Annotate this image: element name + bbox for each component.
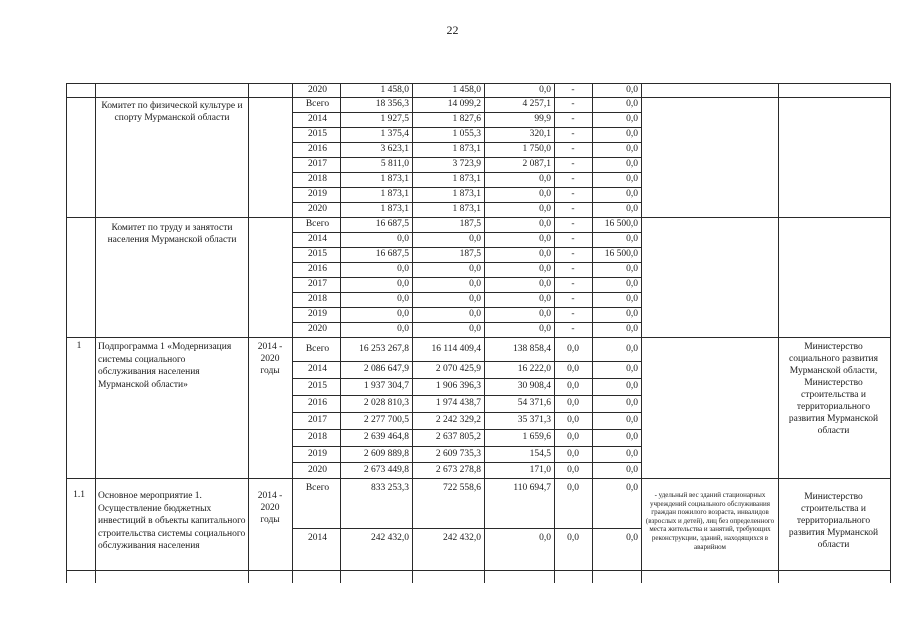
subprogram-row-v3: 171,0 [529, 465, 551, 475]
sport-row-v3: 0,0 [539, 204, 551, 214]
subprogram-row-v1: 2 277 700,5 [363, 415, 409, 425]
subprogram-row-v3: 138 858,4 [513, 344, 551, 354]
labor-row-v2: 0,0 [469, 279, 481, 289]
subprogram-row-v4: 0,0 [567, 398, 579, 408]
subprogram-row-v1: 2 673 449,8 [363, 465, 409, 475]
sport-row-v3: 99,9 [534, 114, 551, 124]
sport-row-v3: 320,1 [529, 129, 551, 139]
sport-row-v5: 0,0 [626, 189, 638, 199]
grid-vline [778, 83, 779, 583]
grid-hline [292, 142, 641, 143]
measure-indicator: - удельный вес зданий стационарных учреждений социального обслуживания граждан пожилого возраста, инвалидов (взрослых и детей), лиц без определенного места жительства и занятий, требующих реконструкции, зданий, находящихся в аварийном [645, 491, 775, 551]
sport-row-v3: 0,0 [539, 189, 551, 199]
labor-row-v2: 0,0 [469, 294, 481, 304]
measure-executor: Министерство строительства и территориального развития Мурманской области [788, 492, 879, 550]
grid-hline [292, 307, 641, 308]
grid-hline [292, 292, 641, 293]
grid-hline [292, 277, 641, 278]
top-row-v5: 0,0 [626, 85, 638, 95]
labor-row-v3: 0,0 [539, 219, 551, 229]
grid-hline [66, 478, 890, 479]
sport-row-v5: 0,0 [626, 144, 638, 154]
measure-name: Основное мероприятие 1. Осуществление бюджетных инвестиций в объекты капитального строительства системы социального обслуживания населения [98, 491, 246, 551]
labor-row-v4: - [571, 219, 575, 229]
sport-row-v3: 2 087,1 [522, 159, 551, 169]
sport-row-v4: - [571, 159, 575, 169]
subprogram-row-v4: 0,0 [567, 415, 579, 425]
subprogram-row-v2: 2 242 329,2 [435, 415, 481, 425]
sport-row-v4: - [571, 204, 575, 214]
subprogram-row-v3: 1 659,6 [522, 432, 551, 442]
grid-hline [66, 337, 890, 338]
labor-row-year: 2016 [308, 264, 327, 274]
subprogram-number: 1 [76, 341, 82, 351]
sport-row-v4: - [571, 174, 575, 184]
labor-row-v5: 16 500,0 [604, 249, 638, 259]
labor-row-v5: 0,0 [626, 309, 638, 319]
labor-row-v4: - [571, 279, 575, 289]
sport-row-v1: 1 873,1 [380, 204, 409, 214]
labor-row-year: 2014 [308, 234, 327, 244]
sport-row-v5: 0,0 [626, 99, 638, 109]
subprogram-row-v3: 16 222,0 [517, 364, 551, 374]
labor-row-v4: - [571, 324, 575, 334]
grid-hline [292, 528, 641, 529]
grid-hline [66, 83, 890, 84]
measure-row-year: 2014 [308, 533, 327, 543]
subprogram-row-v2: 2 609 735,3 [435, 449, 481, 459]
labor-row-v1: 0,0 [397, 264, 409, 274]
subprogram-row-v4: 0,0 [567, 344, 579, 354]
grid-vline [340, 83, 341, 583]
sport-row-v2: 14 099,2 [447, 99, 481, 109]
subprogram-row-v1: 1 937 304,7 [363, 381, 409, 391]
sport-row-v2: 1 873,1 [452, 144, 481, 154]
subprogram-row-v2: 1 974 438,7 [435, 398, 481, 408]
grid-vline [890, 83, 891, 583]
grid-hline [292, 247, 641, 248]
subprogram-row-v4: 0,0 [567, 465, 579, 475]
measure-row-v1: 242 432,0 [371, 533, 409, 543]
top-row-v1: 1 458,0 [380, 85, 409, 95]
labor-row-v4: - [571, 249, 575, 259]
subprogram-name: Подпрограмма 1 «Модернизация системы социального обслуживания населения Мурманской области» [98, 342, 232, 390]
subprogram-row-v1: 2 609 889,8 [363, 449, 409, 459]
measure-period: 2014 - 2020 годы [257, 491, 283, 525]
measure-number: 1.1 [73, 490, 85, 500]
subprogram-row-v2: 2 070 425,9 [435, 364, 481, 374]
subprogram-row-v1: 2 086 647,9 [363, 364, 409, 374]
grid-hline [292, 157, 641, 158]
grid-vline [412, 83, 413, 583]
grid-hline [292, 232, 641, 233]
sport-row-v1: 1 873,1 [380, 174, 409, 184]
sport-row-year: 2016 [308, 144, 327, 154]
subprogram-row-year: 2018 [308, 432, 327, 442]
labor-row-v3: 0,0 [539, 324, 551, 334]
labor-row-v2: 0,0 [469, 309, 481, 319]
subprogram-row-v5: 0,0 [626, 398, 638, 408]
labor-row-v1: 0,0 [397, 294, 409, 304]
grid-hline [66, 97, 778, 98]
sport-row-v4: - [571, 129, 575, 139]
grid-hline [292, 112, 641, 113]
top-row-year: 2020 [308, 85, 327, 95]
labor-row-v5: 0,0 [626, 234, 638, 244]
labor-row-year: Всего [305, 219, 330, 229]
subprogram-row-v2: 16 114 409,4 [431, 344, 481, 354]
labor-row-v3: 0,0 [539, 294, 551, 304]
sport-row-v1: 1 375,4 [380, 129, 409, 139]
sport-row-year: 2015 [308, 129, 327, 139]
sport-row-v1: 1 927,5 [380, 114, 409, 124]
labor-row-v3: 0,0 [539, 309, 551, 319]
subprogram-row-v4: 0,0 [567, 381, 579, 391]
labor-row-v1: 0,0 [397, 309, 409, 319]
sport-row-v3: 1 750,0 [522, 144, 551, 154]
labor-row-v1: 0,0 [397, 234, 409, 244]
sport-row-v2: 1 873,1 [452, 204, 481, 214]
grid-vline [641, 83, 642, 583]
sport-row-year: 2017 [308, 159, 327, 169]
grid-hline [66, 217, 890, 218]
labor-row-year: 2018 [308, 294, 327, 304]
sport-row-v5: 0,0 [626, 204, 638, 214]
grid-hline [292, 446, 641, 447]
measure-row-v1: 833 253,3 [371, 483, 409, 493]
subprogram-row-v1: 2 028 810,3 [363, 398, 409, 408]
grid-hline [292, 361, 641, 362]
labor-row-v5: 0,0 [626, 324, 638, 334]
sport-row-v3: 0,0 [539, 174, 551, 184]
sport-row-year: 2019 [308, 189, 327, 199]
subprogram-row-v5: 0,0 [626, 415, 638, 425]
subprogram-row-v3: 30 908,4 [517, 381, 551, 391]
subprogram-row-v4: 0,0 [567, 432, 579, 442]
labor-row-v1: 16 687,5 [375, 219, 409, 229]
labor-row-v5: 0,0 [626, 294, 638, 304]
sport-row-v5: 0,0 [626, 129, 638, 139]
subprogram-row-v5: 0,0 [626, 344, 638, 354]
measure-row-v3: 110 694,7 [513, 483, 551, 493]
measure-row-v5: 0,0 [626, 483, 638, 493]
sport-row-v4: - [571, 114, 575, 124]
grid-hline [292, 262, 641, 263]
labor-row-v1: 0,0 [397, 324, 409, 334]
sport-row-v4: - [571, 144, 575, 154]
measure-row-year: Всего [305, 483, 330, 493]
labor-row-year: 2020 [308, 324, 327, 334]
labor-row-v5: 0,0 [626, 279, 638, 289]
grid-hline [292, 202, 641, 203]
subprogram-row-v2: 1 906 396,3 [435, 381, 481, 391]
grid-hline [778, 97, 890, 98]
subprogram-row-v5: 0,0 [626, 465, 638, 475]
top-row-v2: 1 458,0 [452, 85, 481, 95]
sport-row-v2: 1 873,1 [452, 189, 481, 199]
sport-row-v1: 5 811,0 [380, 159, 409, 169]
grid-hline [292, 429, 641, 430]
labor-row-v5: 0,0 [626, 264, 638, 274]
subprogram-row-v3: 54 371,6 [517, 398, 551, 408]
subprogram-row-year: 2020 [308, 465, 327, 475]
grid-vline [292, 83, 293, 583]
subprogram-row-v3: 154,5 [529, 449, 551, 459]
sport-row-year: 2018 [308, 174, 327, 184]
subprogram-row-v4: 0,0 [567, 449, 579, 459]
subprogram-row-year: Всего [305, 344, 330, 354]
sport-row-v3: 4 257,1 [522, 99, 551, 109]
labor-row-v2: 187,5 [459, 249, 481, 259]
sport-row-v1: 3 623,1 [380, 144, 409, 154]
subprogram-row-v5: 0,0 [626, 449, 638, 459]
labor-row-v4: - [571, 234, 575, 244]
org-sport: Комитет по физической культуре и спорту Мурманской области [101, 101, 243, 123]
grid-vline [484, 83, 485, 583]
subprogram-row-v5: 0,0 [626, 432, 638, 442]
measure-row-v4: 0,0 [567, 483, 579, 493]
grid-hline [292, 462, 641, 463]
labor-row-year: 2019 [308, 309, 327, 319]
labor-row-v4: - [571, 309, 575, 319]
grid-hline [292, 412, 641, 413]
measure-row-v2: 722 558,6 [443, 483, 481, 493]
labor-row-v4: - [571, 264, 575, 274]
grid-hline [292, 378, 641, 379]
grid-hline [292, 187, 641, 188]
sport-row-year: 2020 [308, 204, 327, 214]
labor-row-v2: 0,0 [469, 324, 481, 334]
sport-row-v2: 1 055,3 [452, 129, 481, 139]
sport-row-v4: - [571, 99, 575, 109]
top-row-v4: - [571, 85, 575, 95]
labor-row-v3: 0,0 [539, 264, 551, 274]
page-number: 22 [446, 23, 459, 37]
labor-row-v1: 0,0 [397, 279, 409, 289]
subprogram-period: 2014 - 2020 годы [257, 342, 283, 376]
labor-row-v2: 0,0 [469, 264, 481, 274]
grid-hline [292, 127, 641, 128]
subprogram-row-v3: 35 371,3 [517, 415, 551, 425]
subprogram-row-v4: 0,0 [567, 364, 579, 374]
sport-row-v5: 0,0 [626, 174, 638, 184]
labor-row-v3: 0,0 [539, 249, 551, 259]
sport-row-v4: - [571, 189, 575, 199]
labor-row-v2: 0,0 [469, 234, 481, 244]
subprogram-row-v5: 0,0 [626, 364, 638, 374]
labor-row-v3: 0,0 [539, 234, 551, 244]
sport-row-v2: 1 873,1 [452, 174, 481, 184]
subprogram-row-v5: 0,0 [626, 381, 638, 391]
labor-row-year: 2017 [308, 279, 327, 289]
subprogram-row-year: 2017 [308, 415, 327, 425]
sport-row-v1: 1 873,1 [380, 189, 409, 199]
sport-row-year: Всего [305, 99, 330, 109]
labor-row-v5: 16 500,0 [604, 219, 638, 229]
grid-hline [292, 322, 641, 323]
labor-row-v2: 187,5 [459, 219, 481, 229]
subprogram-row-year: 2014 [308, 364, 327, 374]
org-labor: Комитет по труду и занятости населения Мурманской области [107, 223, 237, 245]
measure-row-v4: 0,0 [567, 533, 579, 543]
sport-row-year: 2014 [308, 114, 327, 124]
subprogram-row-v1: 16 253 267,8 [359, 344, 409, 354]
sport-row-v5: 0,0 [626, 159, 638, 169]
labor-row-v3: 0,0 [539, 279, 551, 289]
sport-row-v1: 18 356,3 [375, 99, 409, 109]
subprogram-row-v2: 2 673 278,8 [435, 465, 481, 475]
sport-row-v5: 0,0 [626, 114, 638, 124]
grid-hline [292, 395, 641, 396]
measure-row-v2: 242 432,0 [443, 533, 481, 543]
labor-row-year: 2015 [308, 249, 327, 259]
sport-row-v2: 1 827,6 [452, 114, 481, 124]
subprogram-row-v2: 2 637 805,2 [435, 432, 481, 442]
subprogram-executor: Министерство социального развития Мурманской области, Министерство строительства и территориального развития Мурманской области [788, 342, 879, 436]
sport-row-v2: 3 723,9 [452, 159, 481, 169]
labor-row-v1: 16 687,5 [375, 249, 409, 259]
measure-row-v5: 0,0 [626, 533, 638, 543]
labor-row-v4: - [571, 294, 575, 304]
measure-row-v3: 0,0 [539, 533, 551, 543]
grid-vline [66, 83, 67, 583]
grid-vline [248, 83, 249, 583]
grid-hline [66, 570, 890, 571]
subprogram-row-year: 2019 [308, 449, 327, 459]
subprogram-row-year: 2015 [308, 381, 327, 391]
subprogram-row-year: 2016 [308, 398, 327, 408]
subprogram-row-v1: 2 639 464,8 [363, 432, 409, 442]
grid-vline [95, 83, 96, 583]
grid-hline [292, 172, 641, 173]
top-row-v3: 0,0 [539, 85, 551, 95]
